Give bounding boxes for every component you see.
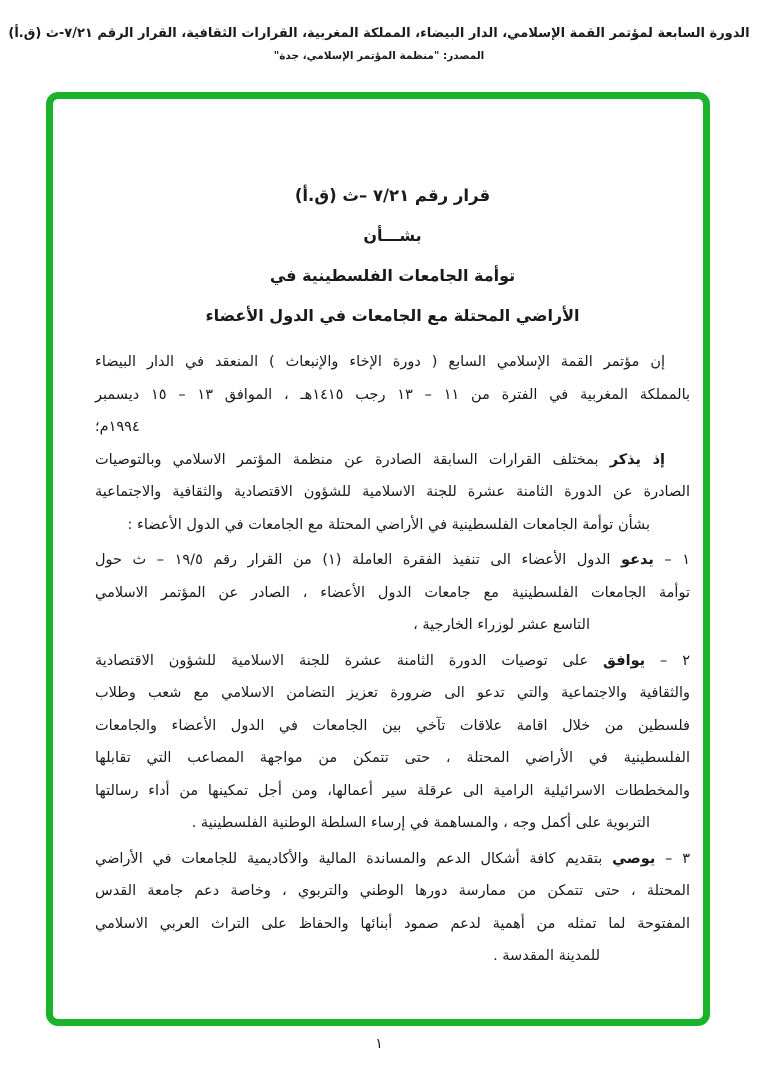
item-number: ٣ –: [655, 850, 691, 867]
bold-lead-word: يوافق: [603, 652, 646, 669]
text-line: للمدينة المقدسة .: [493, 948, 600, 964]
resolution-subject-line-1: توأمة الجامعات الفلسطينية في: [269, 266, 516, 285]
operative-item-3: [95, 843, 690, 973]
recalling-paragraph: [95, 444, 690, 542]
text-line: ٢ – يوافق على توصيات الدورة الثامنة عشرة للجنة الاسلامية للشؤون الاقتصادية: [95, 652, 690, 669]
text-line: الصادرة عن الدورة الثامنة عشرة للجنة الاسلامية للشؤون الاقتصادية والثقافية والاجتماعية: [95, 484, 690, 500]
text-line: التاسع عشر لوزراء الخارجية ،: [413, 617, 590, 633]
resolution-number-line: قرار رقم ٧/٢١ –ث (ق.أ): [294, 186, 491, 205]
text-line: إن مؤتمر القمة الإسلامي السابع ( دورة الإخاء والإنبعاث ) المنعقد في الدار البيضاء: [95, 354, 665, 370]
text-line: ١ – يدعو الدول الأعضاء الى تنفيذ الفقرة العاملة (١) من القرار رقم ١٩/٥ – ث حول: [95, 552, 690, 568]
text-line: والمخططات الاسرائيلية الرامية الى عرقلة سير أعمالها، ومن أجل تمكينها من أداء رسالتها: [95, 782, 690, 799]
document-header: [0, 24, 758, 62]
resolution-subject-line-2: الأراضي المحتلة مع الجامعات في الدول الأعضاء: [205, 306, 580, 325]
text-line: بشأن توأمة الجامعات الفلسطينية في الأراضي المحتلة مع الجامعات في الدول الأعضاء :: [127, 516, 650, 533]
text-line: إذ يذكر بمختلف القرارات السابقة الصادرة عن منظمة المؤتمر الاسلامي وبالتوصيات: [95, 451, 666, 468]
text-line: بالمملكة المغربية في الفترة من ١١ – ١٣ رجب ١٤١٥هـ ، الموافق ١٣ – ١٥ ديسمبر: [95, 386, 691, 403]
text-line: توأمة الجامعات الفلسطينية مع جامعات الدول الأعضاء ، الصادر عن المؤتمر الاسلامي: [95, 584, 690, 601]
operative-item-2: [95, 645, 690, 840]
text-line: التربوية على أكمل وجه ، والمساهمة في إرساء السلطة الوطنية الفلسطينية .: [191, 815, 650, 831]
preamble-session-paragraph: [95, 346, 690, 444]
text-line: ٣ – يوصي بتقديم كافة أشكال الدعم والمساندة المالية والأكاديمية للجامعات في الأراضي: [95, 850, 691, 867]
resolution-title-block: [95, 176, 690, 336]
page-number: ١: [375, 1036, 383, 1052]
operative-item-1: [95, 544, 690, 642]
text-line: فلسطين من خلال اقامة علاقات تآخي بين الجامعات في الدول الأعضاء والجامعات: [95, 717, 690, 734]
text-line: المحتلة ، حتى تتمكن من ممارسة دورها الوطني والتربوي ، وخاصة دعم جامعة القدس: [95, 883, 690, 899]
text-line: ١٩٩٤م؛: [95, 419, 140, 435]
text-line: والثقافية والاجتماعية والتي تدعو الى ضرورة تعزيز التضامن الاسلامي مع شعب وطلاب: [95, 685, 690, 701]
text-line: المفتوحة لما تمثله من أهمية لدعم صمود أبنائها والحفاظ على التراث العربي الاسلامي: [95, 915, 690, 932]
item-number: ٢ –: [645, 652, 690, 669]
resolution-body-text: [95, 346, 690, 973]
header-citation-line: الدورة السابعة لمؤتمر القمة الإسلامي، الدار البيضاء، المملكة المغربية، القرارات الثقافية، القرار الرقم ٧/٢١-ث (ق.أ): [8, 26, 750, 41]
header-source-line: المصدر: "منظمة المؤتمر الإسلامي، جدة": [273, 50, 485, 62]
bold-lead-word: يوصي: [612, 850, 656, 867]
bold-lead-word: يدعو: [620, 552, 654, 568]
bold-lead-word: إذ يذكر: [609, 451, 666, 468]
item-number: ١ –: [653, 552, 690, 568]
resolution-regarding-line: بشـــأن: [363, 226, 422, 245]
text-line: الفلسطينية في الأراضي المحتلة ، حتى تتمكن من مواجهة المصاعب التي تقابلها: [95, 750, 690, 766]
